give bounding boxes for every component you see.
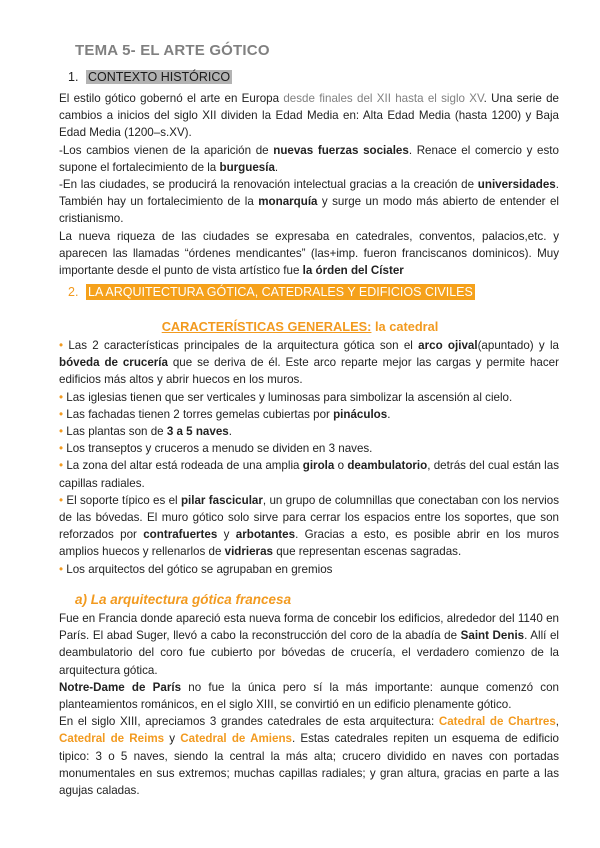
- text: y surge un modo más abierto de entender el cristianismo.: [59, 195, 559, 226]
- bold-term: pilar fascicular: [180, 493, 263, 507]
- text: Los arquitectos del gótico se agrupaban en gremios: [63, 562, 333, 576]
- section-2-heading: [68, 285, 475, 299]
- text: Las plantas son de: [63, 425, 167, 439]
- cathedral-name: Catedral de Reims: [59, 732, 165, 746]
- section-2-heading-text: LA ARQUITECTURA GÓTICA, CATEDRALES Y EDIFICIOS CIVILES: [88, 285, 473, 299]
- bold-term: deambulatorio: [347, 459, 428, 473]
- text: La zona del altar está rodeada de una amplia: [63, 459, 303, 473]
- text: Las fachadas tienen 2 torres gemelas cubiertas por: [63, 407, 334, 421]
- bold-term: universidades: [477, 178, 556, 192]
- bold-term: arco ojival: [418, 339, 478, 352]
- text: ,: [555, 715, 560, 729]
- text: . Allí el deambulatorio del coro fue cubierto por bóvedas de crucería, el verdadero comienzo de la arquitectura gótica.: [59, 629, 559, 677]
- bold-term: pináculos: [333, 407, 388, 421]
- characteristics-subject: la catedral: [371, 319, 439, 334]
- bold-term: vidrieras: [224, 545, 273, 559]
- characteristics-title: [0, 319, 600, 334]
- text: que se deriva de él. Este arco reparte mejor las cargas y permite hacer edificios más altos y abrir huecos en los muros.: [59, 356, 559, 387]
- bold-term: contrafuertes: [143, 528, 218, 542]
- text: El soporte típico es el: [63, 493, 181, 507]
- bullet-icon: •: [59, 407, 64, 421]
- bold-term: girola: [302, 459, 335, 473]
- cathedral-name: Catedral de Chartres: [438, 715, 556, 729]
- text: -Los cambios vienen de la aparición de: [59, 143, 274, 157]
- text: , detrás del cual están las capillas radiales.: [59, 459, 559, 490]
- bullet-icon: •: [59, 459, 64, 473]
- text: . También hay un fortalecimiento de la: [59, 178, 559, 209]
- text: o: [334, 459, 348, 473]
- section-1-heading: [68, 70, 232, 84]
- cathedral-name: Catedral de Amiens: [180, 732, 292, 746]
- bullet-icon: •: [59, 442, 64, 456]
- bullet-icon: •: [59, 425, 64, 439]
- bullet-icon: •: [59, 339, 64, 352]
- text: El estilo gótico gobernó el arte en Europa: [59, 92, 284, 105]
- text: y: [217, 528, 236, 542]
- text: Las 2 características principales de la arquitectura gótica son el: [63, 339, 419, 352]
- text: .: [274, 160, 279, 174]
- section-1-body: [59, 90, 559, 279]
- text: Las iglesias tienen que ser verticales y luminosas para simbolizar la ascensión al cielo.: [63, 390, 513, 404]
- text: (apuntado) y la: [477, 339, 560, 352]
- text: . Gracias a esto, es posible abrir en los muros amplios huecos y rellenarlos de: [59, 528, 559, 559]
- bullet-icon: •: [59, 562, 64, 576]
- text: . Una serie de cambios a inicios del siglo XII dividen la Edad Media en: Alta Edad Media (hasta 1200) y Baja Edad Media (1200–s.XV).: [59, 92, 559, 140]
- text: que representan escenas sagradas.: [272, 545, 462, 559]
- text: .: [228, 425, 232, 439]
- text: . Renace el comercio y esto supone el fortalecimiento de la: [59, 143, 559, 174]
- text: Los transeptos y cruceros a menudo se dividen en 3 naves.: [63, 442, 373, 456]
- text: y: [164, 732, 181, 746]
- text: -En las ciudades, se producirá la renovación intelectual gracias a la creación de: [59, 178, 478, 192]
- section-1-heading-text: CONTEXTO HISTÓRICO: [88, 70, 231, 84]
- bold-term: Notre-Dame de París: [59, 680, 182, 694]
- bold-term: burguesía: [219, 160, 275, 174]
- date-range: desde finales del XII hasta el siglo XV: [283, 92, 484, 105]
- bold-term: bóveda de crucería: [59, 356, 168, 370]
- section-2-number: 2.: [68, 285, 79, 299]
- text: . Estas catedrales repiten un esquema de edificio tipico: 3 o 5 naves, siendo la central la más alta; crucero dividido en naves con portadas monumentales en sus extremos; muchas capillas radiales; y gran altura, gracias en parte a las agujas caladas.: [59, 732, 559, 798]
- characteristics-list: [59, 337, 559, 578]
- bold-term: arbotantes: [235, 528, 296, 542]
- bold-term: la órden del Císter: [302, 264, 404, 278]
- bold-term: 3 a 5 naves: [166, 425, 229, 439]
- bullet-icon: •: [59, 390, 64, 404]
- characteristics-label: CARACTERÍSTICAS GENERALES:: [161, 319, 372, 334]
- bold-term: nuevas fuerzas sociales: [273, 143, 409, 157]
- subsection-a-body: [59, 610, 559, 799]
- bullet-icon: •: [59, 493, 64, 507]
- bold-term: monarquía: [258, 195, 318, 209]
- section-1-number: 1.: [68, 70, 79, 84]
- text: no fue la única pero sí la más importante: aunque comenzó con planteamientos románicos, en el siglo XIII, se convirtió en un edificio plenamente gótico.: [59, 680, 559, 712]
- text: .: [387, 407, 391, 421]
- subsection-a-heading: a) La arquitectura gótica francesa: [75, 592, 292, 607]
- text: En el siglo XIII, apreciamos 3 grandes catedrales de esta arquitectura:: [59, 715, 439, 729]
- bold-term: Saint Denis: [460, 629, 525, 643]
- text: , un grupo de columnillas que conectaban con los nervios de las bóvedas. El muro gótico solo sirve para cerrar los espacios entre los soportes, que son reforzados por: [59, 493, 559, 542]
- text: Fue en Francia donde apareció esta nueva forma de concebir los edificios, alrededor del 1140 en París. El abad Suger, llevó a cabo la reconstrucción del coro de la abadía de: [59, 612, 559, 643]
- page-title: TEMA 5- EL ARTE GÓTICO: [75, 42, 270, 59]
- text: La nueva riqueza de las ciudades se expresaba en catedrales, conventos, palacios,etc. y aparecen las llamadas “órdenes mendicantes” (las+imp. fueron franciscanos dominicos). Muy importante desde el punto de vista artístico fue: [59, 229, 559, 278]
